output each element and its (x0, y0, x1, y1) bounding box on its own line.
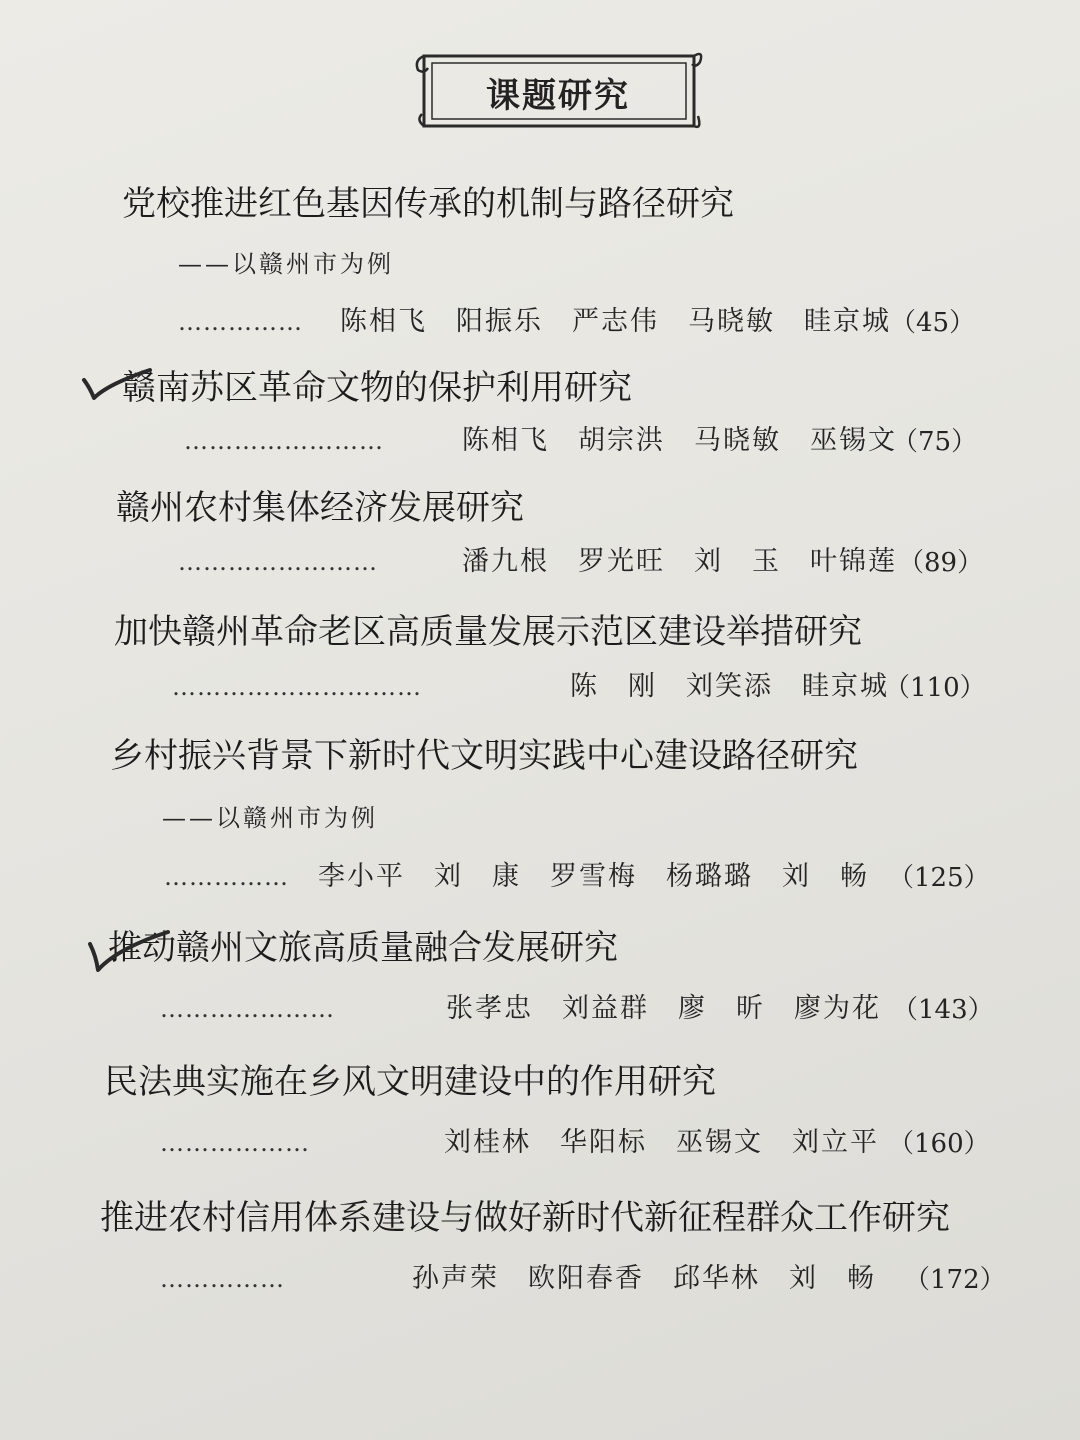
entry-author-line (160, 992, 1010, 1032)
entry-authors: 张孝忠 刘益群 廖 昕 廖为花 (446, 993, 881, 1024)
entry-title: 加快赣州革命老区高质量发展示范区建设举措研究 (114, 612, 862, 652)
entry-authors: 孙声荣 欧阳春香 邱华林 刘 畅 (412, 1263, 876, 1294)
entry-title: 党校推进红色基因传承的机制与路径研究 (122, 184, 734, 224)
entry-subtitle: ——以赣州市为例 (162, 804, 378, 832)
entry-page-number: （160） (888, 1129, 990, 1159)
entry-page-number: （110） (884, 673, 986, 703)
entry-page-number: （172） (904, 1265, 1006, 1295)
dot-leader: …………… (178, 308, 303, 336)
entry-page-number: （125） (888, 863, 990, 893)
entry-title: 推动赣州文旅高质量融合发展研究 (108, 928, 618, 968)
checkmark-icon (84, 920, 174, 980)
dot-leader: …………………… (184, 427, 384, 455)
entry-author-line (184, 424, 984, 464)
entry-author-line (164, 860, 1004, 900)
entry-authors: 刘桂林 华阳标 巫锡文 刘立平 (444, 1127, 879, 1158)
entry-title: 推进农村信用体系建设与做好新时代新征程群众工作研究 (100, 1198, 950, 1238)
entry-author-line (178, 545, 998, 585)
entry-page-number: （45） (890, 308, 976, 338)
entry-author-line (178, 305, 978, 345)
entry-authors: 陈相飞 胡宗洪 马晓敏 巫锡文 (462, 425, 897, 456)
entry-authors: 潘九根 罗光旺 刘 玉 叶锦莲 (462, 546, 897, 577)
entry-title: 民法典实施在乡风文明建设中的作用研究 (104, 1062, 716, 1102)
entry-author-line (160, 1126, 1020, 1166)
entry-title: 乡村振兴背景下新时代文明实践中心建设路径研究 (110, 736, 858, 776)
entry-authors: 李小平 刘 康 罗雪梅 杨璐璐 刘 畅 (318, 861, 869, 892)
entry-page-number: （89） (898, 548, 984, 578)
dot-leader: …………… (164, 863, 289, 891)
checkmark-icon (78, 362, 158, 412)
entry-page-number: （143） (892, 995, 994, 1025)
dot-leader: ………………… (160, 995, 335, 1023)
dot-leader: ……………… (160, 1129, 310, 1157)
entry-authors: 陈相飞 阳振乐 严志伟 马晓敏 眭京城 (340, 306, 891, 337)
entry-subtitle: ——以赣州市为例 (178, 250, 394, 278)
section-header-banner (412, 50, 704, 132)
entry-title: 赣南苏区革命文物的保护利用研究 (122, 368, 632, 408)
dot-leader: ………………………… (172, 673, 422, 701)
dot-leader: …………………… (178, 548, 378, 576)
section-header-title: 课题研究 (486, 76, 630, 116)
entry-page-number: （75） (892, 427, 978, 457)
dot-leader: …………… (160, 1265, 285, 1293)
entry-author-line (160, 1262, 1020, 1302)
entry-authors: 陈 刚 刘笑添 眭京城 (570, 671, 889, 702)
entry-author-line (172, 670, 1002, 710)
entry-title: 赣州农村集体经济发展研究 (116, 488, 524, 528)
